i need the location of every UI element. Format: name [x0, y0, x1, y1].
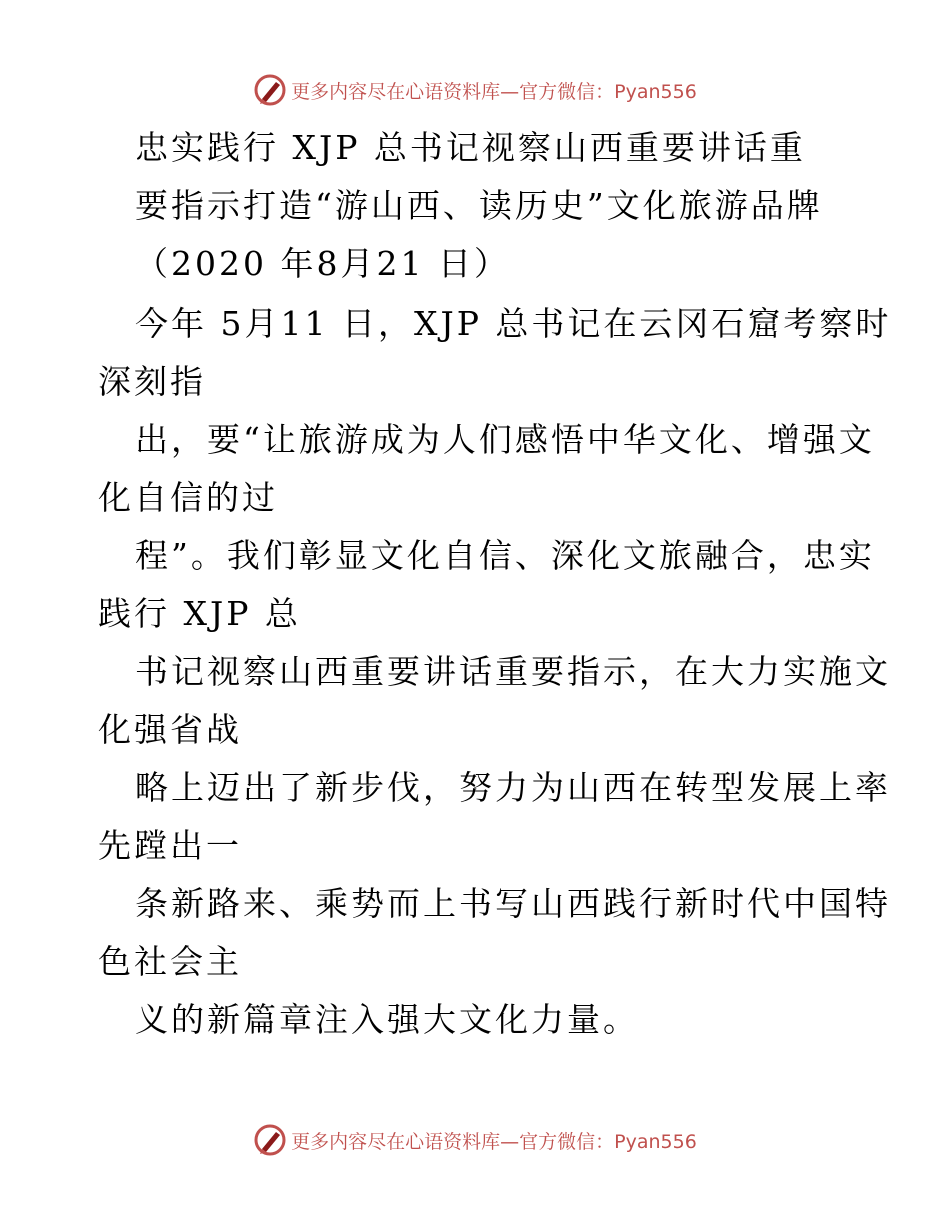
paragraph-line: 化自信的过	[98, 478, 278, 517]
header-banner	[0, 70, 950, 110]
pen-logo-icon	[253, 1123, 287, 1157]
paragraph-line: 略上迈出了新步伐，努力为山西在转型发展上率	[135, 768, 891, 807]
banner-text: 更多内容尽在心语资料库—官方微信：Pyan556	[291, 80, 697, 103]
doc-title-line-2: 要指示打造“游山西、读历史”文化旅游品牌	[135, 186, 823, 225]
paragraph-line: 程”。我们彰显文化自信、深化文旅融合，忠实	[135, 536, 875, 575]
paragraph-line: 深刻指	[98, 362, 206, 401]
paragraph-line: 先蹚出一	[98, 826, 242, 865]
paragraph-line: 今年 5月11 日，XJP 总书记在云冈石窟考察时	[135, 304, 892, 343]
banner-text: 更多内容尽在心语资料库—官方微信：Pyan556	[291, 1130, 697, 1153]
paragraph-line: 践行 XJP 总	[98, 594, 301, 633]
paragraph-line: 出，要“让旅游成为人们感悟中华文化、增强文	[135, 420, 875, 459]
paragraph-line: 条新路来、乘势而上书写山西践行新时代中国特	[135, 884, 891, 923]
paragraph-line: 化强省战	[98, 710, 242, 749]
pen-logo-icon	[253, 73, 287, 107]
paragraph-line: 书记视察山西重要讲话重要指示，在大力实施文	[135, 652, 891, 691]
doc-title-line-1: 忠实践行 XJP 总书记视察山西重要讲话重	[135, 128, 806, 167]
paragraph-line: 色社会主	[98, 942, 242, 981]
doc-date-line: （2020 年8月21 日）	[135, 244, 510, 283]
paragraph-line: 义的新篇章注入强大文化力量。	[135, 1000, 639, 1039]
footer-banner	[0, 1120, 950, 1160]
